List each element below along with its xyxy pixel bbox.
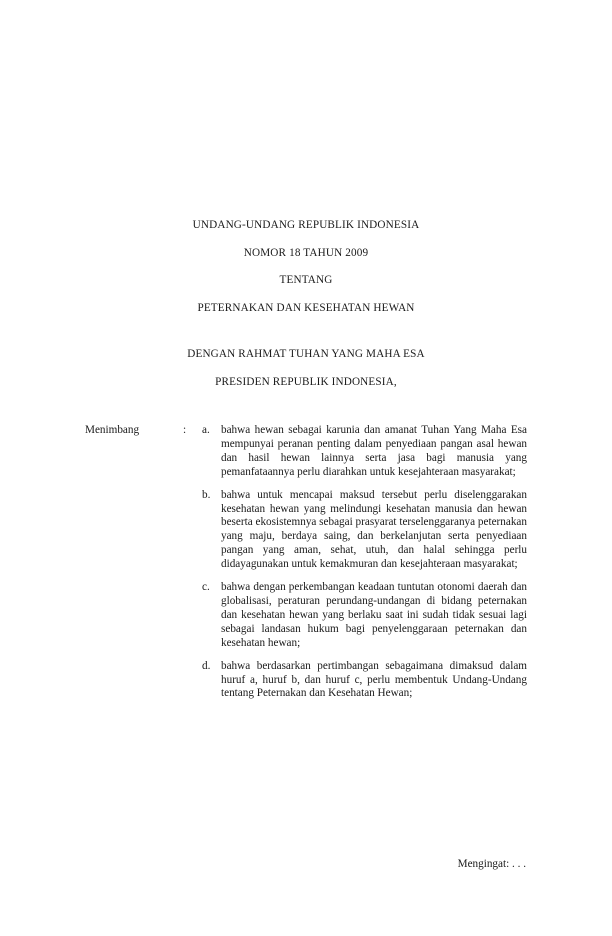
considering-label: Menimbang	[85, 424, 140, 436]
clause-text-a: bahwa hewan sebagai karunia dan amanat Tuhan Yang Maha Esa mempunyai peranan penting dalam penyediaan pangan asal hewan dan hasil hewan lainnya serta jasa bagi manusia yang pemanfataannya perlu diarahkan untuk kesejahteraan masyarakat;	[221, 424, 527, 478]
clause-marker-c: c.	[202, 581, 210, 594]
title-line-subject: PETERNAKAN DAN KESEHATAN HEWAN	[197, 301, 415, 314]
clause-item	[202, 581, 527, 651]
title-line-about: TENTANG	[279, 274, 333, 286]
clause-marker-a: a.	[202, 424, 210, 436]
clause-text-d: bahwa berdasarkan pertimbangan sebagaimana dimaksud dalam huruf a, huruf b, dan huruf c, perlu membentuk Undang-Undang tentang Peternakan dan Kesehatan Hewan;	[221, 659, 527, 700]
preamble-block	[85, 340, 527, 396]
preamble-line-president: PRESIDEN REPUBLIK INDONESIA,	[215, 376, 397, 388]
document-title-block	[85, 212, 527, 322]
title-line-number: NOMOR 18 TAHUN 2009	[243, 246, 369, 259]
considering-row	[85, 424, 527, 701]
clause-text-b: bahwa untuk mencapai maksud tersebut perlu diselenggarakan kesehatan hewan yang melindungi kesehatan manusia dan hewan beserta ekosistemnya sebagai prasyarat terselenggaranya peternakan yang maju, berdaya saing, dan berkelanjutan serta penyediaan pangan yang aman, sehat, utuh, dan halal sehingga perlu didayagunakan untuk kemakmuran dan kesejahteraan masyarakat;	[221, 488, 527, 571]
considering-colon: :	[183, 424, 187, 436]
clause-marker-b: b.	[202, 488, 211, 501]
considering-section	[85, 424, 527, 701]
clause-item	[202, 489, 527, 572]
considering-items	[202, 424, 527, 701]
page-footer	[85, 857, 527, 871]
clause-marker-d: d.	[202, 659, 211, 672]
clause-item	[202, 424, 527, 480]
preamble-line-blessing: DENGAN RAHMAT TUHAN YANG MAHA ESA	[187, 348, 425, 360]
clause-text-c: bahwa dengan perkembangan keadaan tuntutan otonomi daerah dan globalisasi, peraturan perundang-undangan di bidang peternakan dan kesehatan hewan yang berlaku saat ini sudah tidak sesuai lagi sebagai landasan hukum bagi penyelenggaraan peternakan dan kesehatan hewan;	[221, 581, 527, 649]
continuation-note: Mengingat: . . .	[457, 858, 526, 870]
clause-item	[202, 660, 527, 702]
title-line-law-type: UNDANG-UNDANG REPUBLIK INDONESIA	[192, 219, 420, 231]
